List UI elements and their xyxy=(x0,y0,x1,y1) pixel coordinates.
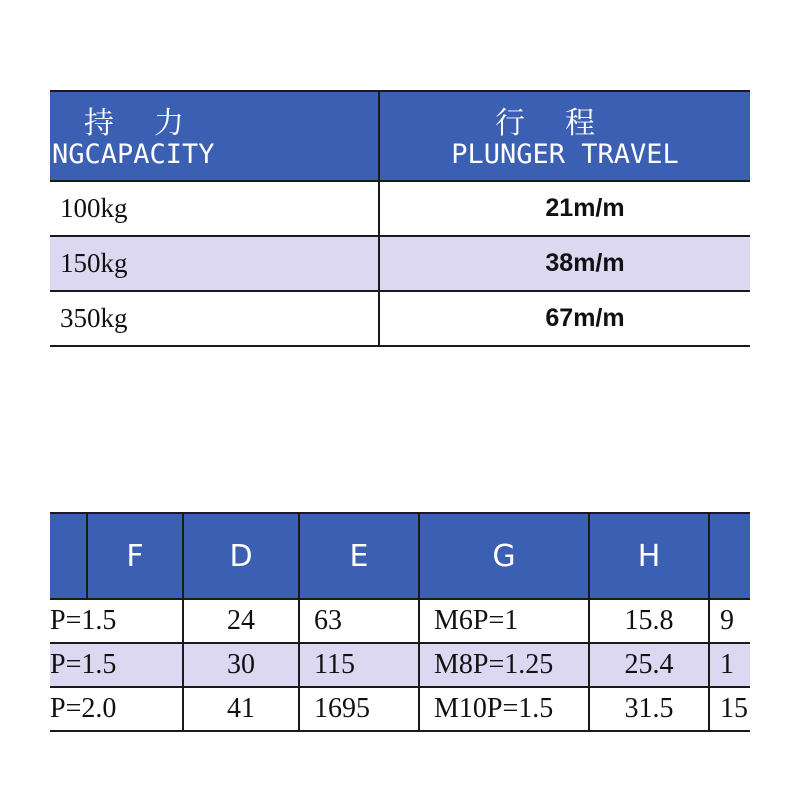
header-cell-e: E xyxy=(300,514,420,598)
next-cell: 1 xyxy=(720,649,734,680)
capacity-cell: 100kg xyxy=(50,182,380,235)
table-row xyxy=(50,292,750,347)
travel-header-cell xyxy=(380,92,750,180)
h-cell: 15.8 xyxy=(590,600,710,642)
table-row xyxy=(50,688,750,732)
table-row xyxy=(50,600,750,644)
g-cell: M6P=1 xyxy=(420,600,590,642)
h-cell: 25.4 xyxy=(590,644,710,686)
header-cell-h: H xyxy=(590,514,710,598)
d-cell: 24 xyxy=(184,600,300,642)
travel-cell: 67m/m xyxy=(545,304,625,332)
travel-header-en: PLUNGER TRAVEL xyxy=(451,139,679,170)
capacity-travel-table xyxy=(50,90,750,347)
next-cell: 15 xyxy=(720,693,748,724)
d-cell: 30 xyxy=(184,644,300,686)
g-cell: M10P=1.5 xyxy=(420,688,590,730)
dimensions-table xyxy=(50,512,750,732)
header-cell-next xyxy=(710,514,750,598)
dimensions-header xyxy=(50,512,750,600)
header-cell-d: D xyxy=(184,514,300,598)
f-cell: P=1.5 xyxy=(50,600,184,642)
next-cell: 9 xyxy=(720,605,734,636)
table-row xyxy=(50,644,750,688)
capacity-cell: 150kg xyxy=(50,237,380,290)
f-cell: P=2.0 xyxy=(50,688,184,730)
header-cell-blank xyxy=(50,514,88,598)
e-cell: 1695 xyxy=(300,688,420,730)
table-row xyxy=(50,182,750,237)
header-cell-f: F xyxy=(88,514,184,598)
capacity-header-cell xyxy=(50,92,380,180)
capacity-travel-header xyxy=(50,90,750,182)
capacity-header-zh: 持力 xyxy=(84,107,224,140)
f-cell: P=1.5 xyxy=(50,644,184,686)
g-cell: M8P=1.25 xyxy=(420,644,590,686)
capacity-header-en: NGCAPACITY xyxy=(52,139,215,170)
capacity-cell: 350kg xyxy=(50,292,380,345)
table-row xyxy=(50,237,750,292)
h-cell: 31.5 xyxy=(590,688,710,730)
e-cell: 115 xyxy=(300,644,420,686)
header-cell-g: G xyxy=(420,514,590,598)
travel-cell: 38m/m xyxy=(545,249,625,277)
d-cell: 41 xyxy=(184,688,300,730)
travel-header-zh: 行程 xyxy=(495,107,635,140)
travel-cell: 21m/m xyxy=(545,194,625,222)
e-cell: 63 xyxy=(300,600,420,642)
